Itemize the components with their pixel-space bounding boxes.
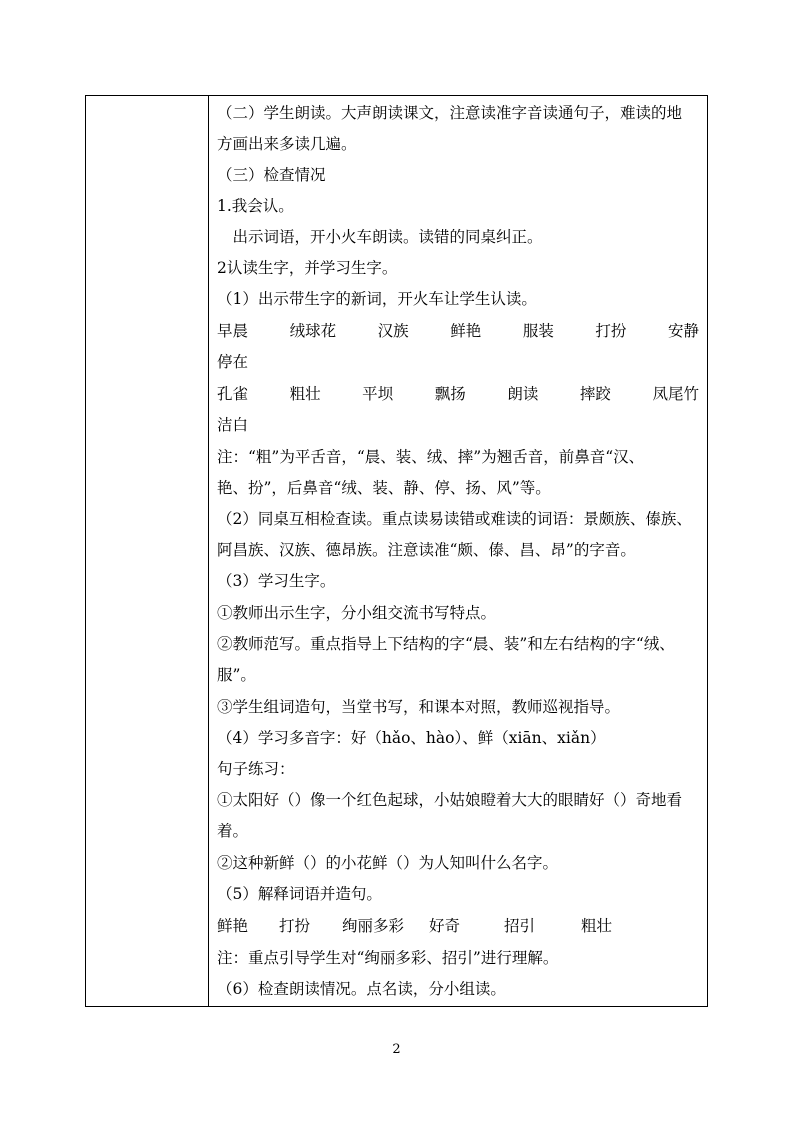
text-line: 阿昌族、汉族、德昂族。注意读准“颇、傣、昌、昂”的字音。 [217, 541, 636, 559]
text-line: 服”。 [217, 666, 256, 684]
text-line: ③学生组词造句，当堂书写，和课本对照，教师巡视指导。 [217, 698, 621, 716]
content-column [209, 96, 707, 1006]
text-line: （3）学习生字。 [217, 572, 336, 590]
vocab-word: 服装 [522, 322, 554, 340]
text-line: ②教师范写。重点指导上下结构的字“晨、装”和左右结构的字“绒、 [217, 635, 675, 653]
text-line: （2）同桌互相检查读。重点读易读错或难读的词语：景颇族、傣族、 [217, 510, 692, 528]
text-line: ②这种新鲜（）的小花鲜（）为人知叫什么名字。 [217, 854, 559, 872]
text-line: 句子练习： [217, 760, 295, 778]
text-line: 方画出来多读几遍。 [217, 135, 357, 153]
text-line: 艳、扮”，后鼻音“绒、装、静、停、扬、风”等。 [217, 479, 551, 497]
vocab-word: 飘扬 [434, 385, 466, 403]
vocab-word: 平坝 [362, 385, 394, 403]
vocab-word: 朗读 [507, 385, 539, 403]
section-heading: （三）检查情况 [217, 166, 326, 184]
text-line: （1）出示带生字的新词，开火车让学生认读。 [217, 290, 537, 308]
text-line: 2认读生字，并学习生字。 [217, 259, 398, 277]
vocab-word: 好奇 [429, 917, 461, 935]
label-column [86, 96, 209, 1006]
vocab-word: 绚丽多彩 [342, 917, 405, 935]
vocab-word: 鲜艳 [217, 917, 249, 935]
vocab-word: 安静 [667, 322, 699, 340]
vocab-word: 粗壮 [289, 385, 321, 403]
word-list-row [217, 911, 699, 942]
text-line: （6）检查朗读情况。点名读，分小组读。 [217, 980, 506, 998]
vocab-word: 凤尾竹 [652, 385, 699, 403]
page-number: 2 [392, 1042, 401, 1057]
vocab-word: 粗壮 [581, 917, 613, 935]
vocab-word: 绒球花 [289, 322, 337, 340]
text-line: 出示词语，开小火车朗读。读错的同桌纠正。 [217, 228, 543, 246]
text-line: 着。 [217, 822, 249, 840]
text-line: （5）解释词语并造句。 [217, 885, 382, 903]
text-line: 注：“粗”为平舌音，“晨、装、绒、摔”为翘舌音，前鼻音“汉、 [217, 448, 645, 466]
vocab-word: 停在 [217, 353, 249, 371]
text-line: ①太阳好（）像一个红色起球，小姑娘瞪着大大的眼睛好（）奇地看 [217, 791, 683, 809]
text-line: （二）学生朗读。大声朗读课文，注意读准字音读通句子，难读的地 [217, 104, 683, 122]
text-line: 注：重点引导学生对“绚丽多彩、招引”进行理解。 [217, 949, 559, 967]
word-list-row [217, 316, 699, 347]
vocab-word: 汉族 [377, 322, 409, 340]
vocab-word: 早晨 [217, 322, 249, 340]
vocab-word: 摔跤 [579, 385, 611, 403]
vocab-word: 孔雀 [217, 385, 249, 403]
lesson-table [85, 95, 708, 1007]
text-line: ①教师出示生字，分小组交流书写特点。 [217, 604, 497, 622]
vocab-word: 招引 [504, 917, 536, 935]
vocab-word: 鲜艳 [450, 322, 482, 340]
text-line: 1.我会认。 [217, 197, 294, 215]
vocab-word: 打扮 [595, 322, 627, 340]
word-list-row [217, 379, 699, 410]
text-line: （4）学习多音字：好（hǎo、hào）、鲜（xiān、xiǎn） [217, 729, 606, 747]
vocab-word: 洁白 [217, 416, 249, 434]
vocab-word: 打扮 [279, 917, 311, 935]
